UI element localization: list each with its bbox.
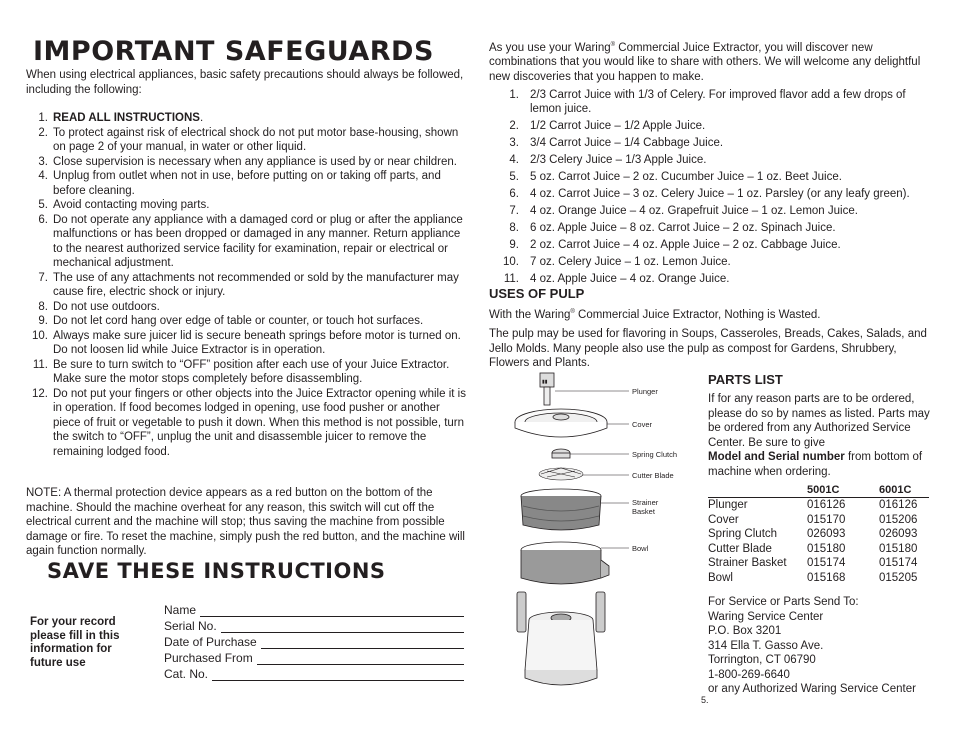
record-field-label: Purchased From	[164, 651, 253, 665]
parts-table-cell: 026093	[879, 528, 918, 540]
combo-number: 9.	[509, 239, 519, 252]
parts-table-cell: Plunger	[708, 499, 748, 511]
parts-table-row	[708, 556, 929, 571]
safeguard-number: 6.	[38, 213, 48, 226]
combo-number: 7.	[509, 205, 519, 218]
safeguard-item	[26, 271, 466, 300]
safeguard-item	[26, 126, 466, 155]
parts-table-cell: 016126	[879, 499, 918, 511]
parts-table-row	[708, 513, 929, 528]
combo-number: 8.	[509, 222, 519, 235]
safeguard-text: Do not put your fingers or other objects into the Juice Extractor opening while it is in operation. If food becomes lodged in opening, use food pusher or another piece of fruit or vegetable to push it down. When this method is not possible, turn the switch to “OFF”, unplug the unit and disassemble juicer to remove the remaining lodged food.	[53, 387, 466, 458]
parts-table-row	[708, 542, 929, 557]
parts-table-row	[708, 527, 929, 542]
safeguard-number: 5.	[38, 199, 48, 211]
combo-number: 1.	[509, 89, 519, 102]
combo-number: 4.	[509, 154, 519, 167]
safeguard-item	[26, 300, 466, 315]
pulp-heading: USES OF PULP	[489, 286, 585, 301]
safeguard-item	[26, 111, 466, 126]
combo-number: 6.	[509, 188, 519, 201]
label-plunger: Plunger	[632, 387, 658, 396]
registered-mark-2: ®	[570, 309, 575, 315]
registered-mark: ®	[610, 42, 616, 48]
service-line: 1-800-269-6640	[708, 668, 790, 681]
juice-combo-item	[489, 153, 929, 167]
record-field-line[interactable]	[261, 637, 464, 649]
safeguard-text: Unplug from outlet when not in use, before putting on or taking off parts, and before cleaning.	[53, 170, 441, 197]
parts-col-name	[708, 483, 807, 498]
combo-text: 4 oz. Apple Juice – 4 oz. Orange Juice.	[530, 273, 730, 286]
safeguard-number: 11.	[32, 358, 48, 371]
safeguard-text: Close supervision is necessary when any appliance is used by or near children.	[53, 155, 457, 168]
safeguard-item	[26, 314, 466, 329]
safeguard-text: Do not use outdoors.	[53, 300, 160, 313]
motor-base-illustration	[517, 592, 605, 685]
parts-heading: PARTS LIST	[708, 372, 783, 387]
parts-table-cell: 015168	[807, 571, 846, 584]
record-field-label: Name	[164, 603, 197, 617]
combo-text: 2/3 Celery Juice – 1/3 Apple Juice.	[530, 154, 707, 167]
combo-number: 3.	[509, 137, 519, 150]
strainer-basket-illustration	[521, 489, 601, 530]
record-field-label: Cat. No.	[164, 667, 209, 681]
service-line: Torrington, CT 06790	[708, 654, 816, 666]
safeguards-list	[26, 111, 466, 459]
juice-combo-item	[489, 204, 929, 218]
parts-intro	[708, 392, 930, 479]
service-line: For Service or Parts Send To:	[708, 596, 859, 608]
parts-table-row	[708, 498, 929, 513]
juice-combo-item	[489, 119, 929, 133]
cutter-blade-illustration	[539, 468, 583, 480]
pulp-line-1-post: Commercial Juice Extractor, Nothing is Wasted.	[574, 308, 821, 321]
safeguard-number: 12.	[32, 387, 48, 400]
service-line: or any Authorized Waring Service Center	[708, 683, 916, 695]
parts-table-cell: 015174	[879, 557, 918, 569]
safeguard-item	[26, 387, 466, 460]
juice-combo-item	[489, 187, 929, 201]
safeguard-bold-text: READ ALL INSTRUCTIONS	[53, 112, 200, 124]
safeguard-text: Do not operate any appliance with a damaged cord or plug or after the appliance malfunctions or has been dropped or damaged in any manner. Return appliance to the nearest authorized service facility for examination, repair or electrical or mechanical adjustment.	[53, 213, 463, 269]
service-line: P.O. Box 3201	[708, 625, 782, 637]
parts-table-cell: Strainer Basket	[708, 557, 787, 569]
record-field[interactable]	[164, 617, 464, 633]
page-title: IMPORTANT SAFEGUARDS	[33, 36, 434, 67]
service-line: 314 Ella T. Gasso Ave.	[708, 639, 824, 652]
pulp-section	[489, 286, 929, 371]
safeguard-number: 1.	[38, 112, 48, 124]
juice-combo-item	[489, 221, 929, 235]
record-field[interactable]	[164, 633, 464, 649]
combo-text: 3/4 Carrot Juice – 1/4 Cabbage Juice.	[530, 137, 724, 150]
combos-intro	[489, 38, 929, 84]
combo-text: 4 oz. Orange Juice – 4 oz. Grapefruit Juice – 1 oz. Lemon Juice.	[530, 205, 858, 218]
safeguard-item	[26, 169, 466, 198]
parts-col-5001c: 5001C	[807, 483, 879, 498]
juice-combo-item	[489, 88, 929, 116]
pulp-line-1	[489, 305, 929, 322]
combo-text: 2 oz. Carrot Juice – 4 oz. Apple Juice – 2 oz. Cabbage Juice.	[530, 239, 841, 252]
parts-table	[708, 483, 929, 585]
record-form	[164, 601, 464, 681]
parts-table-cell: 015170	[807, 513, 846, 526]
parts-table-row	[708, 571, 929, 586]
safeguard-text: The use of any attachments not recommended or sold by the manufacturer may cause fire, electric shock or injury.	[53, 271, 459, 298]
record-field-line[interactable]	[200, 605, 464, 617]
combos-intro-pre: As you use your Waring	[489, 41, 611, 54]
parts-table-cell: Cover	[708, 513, 739, 526]
parts-list-section	[708, 372, 930, 697]
combo-text: 5 oz. Carrot Juice – 2 oz. Cucumber Juice – 1 oz. Beet Juice.	[530, 171, 842, 184]
safeguard-text: Do not let cord hang over edge of table or counter, or touch hot surfaces.	[53, 315, 424, 327]
parts-table-cell: 015180	[879, 542, 918, 555]
service-address	[708, 595, 930, 697]
record-field-label: Serial No.	[164, 619, 217, 633]
combo-number: 11.	[503, 273, 519, 286]
parts-intro-text: If for any reason parts are to be ordered, please do so by names as listed. Parts may be ordered from any Authorized Service Center. Be sure to give	[708, 393, 930, 449]
safeguard-text: .	[199, 112, 204, 124]
safeguard-item	[26, 198, 466, 213]
safeguard-number: 8.	[38, 300, 48, 313]
juice-combo-item	[489, 255, 929, 269]
parts-table-cell: Bowl	[708, 571, 733, 584]
parts-table-cell: Spring Clutch	[708, 528, 778, 540]
plunger-illustration	[540, 373, 554, 405]
combo-number: 10.	[503, 256, 519, 269]
safeguard-item	[26, 358, 466, 387]
juice-combo-item	[489, 272, 929, 286]
juicer-diagram-svg	[511, 370, 631, 690]
juicer-exploded-diagram	[511, 370, 701, 690]
safeguard-text: To protect against risk of electrical shock do not put motor base-housing, shown on page 2 of your manual, in water or other liquid.	[53, 126, 459, 153]
label-strainer-basket: Strainer Basket	[632, 498, 659, 516]
record-field[interactable]	[164, 665, 464, 681]
safeguard-item	[26, 155, 466, 170]
service-line: Waring Service Center	[708, 610, 824, 623]
parts-col-6001c: 6001C	[879, 483, 929, 498]
combo-text: 7 oz. Celery Juice – 1 oz. Lemon Juice.	[530, 256, 731, 269]
juice-combo-item	[489, 170, 929, 184]
label-cutter-blade: Cutter Blade	[632, 471, 674, 480]
record-field-label: Date of Purchase	[164, 635, 257, 649]
parts-tail-text: from bottom of machine when ordering.	[708, 451, 923, 478]
safeguard-number: 3.	[38, 155, 48, 168]
juice-combo-item	[489, 238, 929, 252]
safeguard-number: 7.	[38, 271, 48, 284]
thermal-note: NOTE: A thermal protection device appears as a red button on the bottom of the machine. Should the machine overheat for any reason, this switch will cut off the electrical current and the machine will stop; thus saving the machine from possible damage or fire. To reset the machine, simply push the red button, and the machine will again function normally.	[26, 487, 465, 557]
combos-intro-post: Commercial Juice Extractor, you will discover new combinations that you would like to share with others. We will welcome any delightful new discoveries that you happen to make.	[489, 41, 921, 83]
pulp-line-1-pre: With the Waring	[489, 308, 571, 321]
combo-number: 2.	[509, 120, 519, 133]
record-field-line[interactable]	[221, 621, 464, 633]
safeguard-item	[26, 329, 466, 358]
svg-text:▮▮: ▮▮	[542, 379, 548, 385]
parts-bold-text: Model and Serial number	[708, 451, 845, 463]
combo-text: 1/2 Carrot Juice – 1/2 Apple Juice.	[530, 120, 706, 133]
juice-combo-item	[489, 136, 929, 150]
safeguard-number: 9.	[38, 315, 48, 327]
record-field-line[interactable]	[212, 669, 464, 681]
right-column	[489, 38, 929, 289]
pulp-line-2: The pulp may be used for flavoring in Soups, Casseroles, Breads, Cakes, Salads, and Jello Molds. Many people also use the pulp as compost for Gardens, Shrubbery, Flowers and Plants.	[489, 328, 927, 370]
combo-text: 4 oz. Carrot Juice – 3 oz. Celery Juice – 1 oz. Parsley (or any leafy green).	[530, 188, 910, 201]
spring-clutch-illustration	[552, 449, 570, 458]
safeguard-text: Always make sure juicer lid is secure beneath springs before motor is turned on. Do not loosen lid while Juice Extractor is in operation.	[53, 329, 461, 356]
record-field-line[interactable]	[257, 653, 464, 665]
safeguard-text: Be sure to turn switch to “OFF” position after each use of your Juice Extractor. Make sure the motor stops completely before disassembling.	[53, 358, 450, 385]
safeguard-number: 2.	[38, 126, 48, 139]
safeguards-intro: When using electrical appliances, basic safety precautions should always be followed, including the following:	[26, 69, 464, 96]
record-field[interactable]	[164, 601, 464, 617]
safeguard-item	[26, 213, 466, 271]
parts-table-cell: 015205	[879, 571, 918, 584]
record-instructions: For your record please fill in this information for future use	[30, 616, 120, 669]
record-field[interactable]	[164, 649, 464, 665]
parts-table-cell: 016126	[807, 499, 846, 511]
bowl-illustration	[521, 542, 609, 584]
parts-table-cell: Cutter Blade	[708, 542, 772, 555]
safeguard-number: 10.	[32, 329, 48, 342]
safeguard-number: 4.	[38, 170, 48, 182]
combo-text: 2/3 Carrot Juice with 1/3 of Celery. For improved flavor add a few drops of lemon juice.	[530, 89, 906, 116]
parts-table-cell: 015180	[807, 542, 846, 555]
page-number: 5.	[701, 695, 709, 705]
left-column	[26, 36, 466, 459]
parts-table-cell: 026093	[807, 528, 846, 540]
combo-text: 6 oz. Apple Juice – 8 oz. Carrot Juice – 2 oz. Spinach Juice.	[530, 222, 836, 235]
cover-illustration	[515, 409, 607, 437]
label-spring-clutch: Spring Clutch	[632, 450, 678, 459]
safeguard-text: Avoid contacting moving parts.	[53, 199, 210, 211]
parts-table-cell: 015174	[807, 557, 846, 569]
combo-number: 5.	[509, 171, 519, 184]
label-bowl: Bowl	[632, 544, 649, 553]
label-cover: Cover	[632, 420, 653, 429]
parts-table-cell: 015206	[879, 513, 918, 526]
juice-combos-list	[489, 88, 929, 286]
parts-table-header	[708, 483, 929, 498]
save-instructions-heading: SAVE THESE INSTRUCTIONS	[47, 559, 386, 583]
